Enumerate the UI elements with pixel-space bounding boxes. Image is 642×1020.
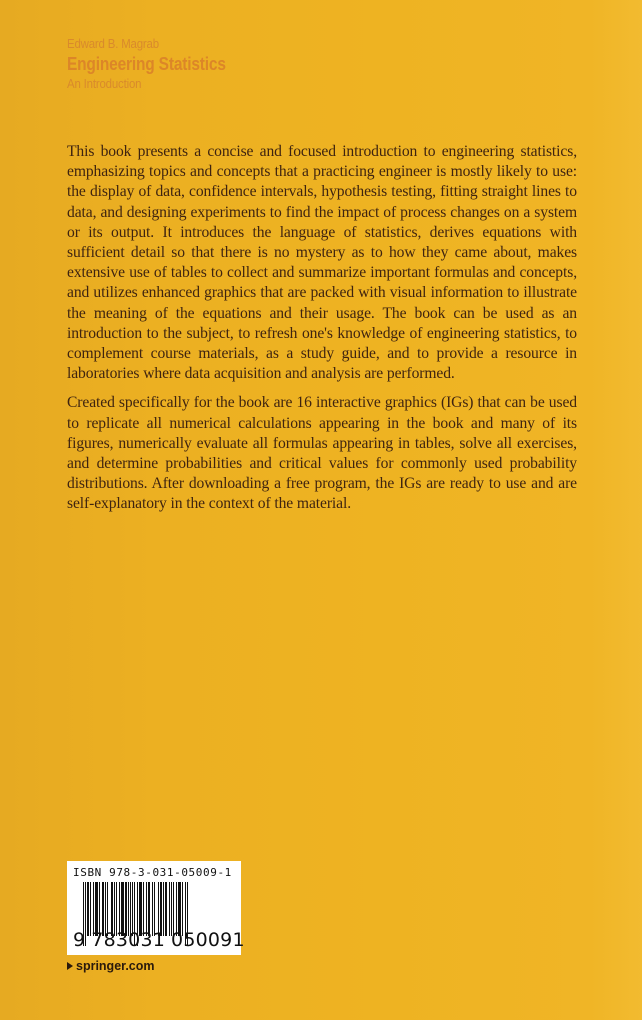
publisher-link-label: springer.com (76, 959, 155, 973)
description-paragraph-2: Created specifically for the book are 16 interactive graphics (IGs) that can be used to replicate all numerical calculations appearing in the book and many of its figures, numerically evaluate all formulas appearing in tables, solve all exercises, and determine probabilities and critical values for commonly used probability distributions. After downloading a free program, the IGs are ready to use and are self-explanatory in the context of the material. (67, 394, 577, 513)
ean-first-digit: 9 (73, 929, 86, 951)
isbn-label: ISBN 978-3-031-05009-1 (73, 866, 232, 879)
book-title: Engineering Statistics (67, 54, 226, 74)
description-paragraph-1: This book presents a concise and focused introduction to engineering statistics, emphasizing topics and concepts that a practicing engineer is mostly likely to use: the display of data, confidence intervals, hypothesis testing, fitting straight lines to data, and designing experiments to find the impact of process changes on a system or its output. It introduces the language of statistics, derives equations with sufficient detail so that there is no mystery as to how they came about, makes extensive use of tables to collect and summarize important formulas and concepts, and utilizes enhanced graphics that are packed with visual information to illustrate the meaning of the equations and their usage. The book can be used as an introduction to the subject, to refresh one's knowledge of engineering statistics, to complement course materials, as a study guide, and to provide a resource in laboratories where data acquisition and analysis are performed. (67, 143, 577, 383)
book-description (67, 142, 577, 524)
publisher-link[interactable] (67, 959, 155, 973)
isbn-barcode (67, 861, 245, 955)
barcode-bars (83, 882, 235, 936)
author-name: Edward B. Magrab (67, 36, 159, 51)
triangle-right-icon (67, 962, 73, 970)
ean-group-1: 783031 (91, 929, 166, 951)
book-subtitle: An Introduction (67, 76, 142, 91)
book-header (67, 36, 252, 93)
ean-group-2: 050091 (171, 929, 245, 951)
ean-digits (73, 929, 245, 951)
